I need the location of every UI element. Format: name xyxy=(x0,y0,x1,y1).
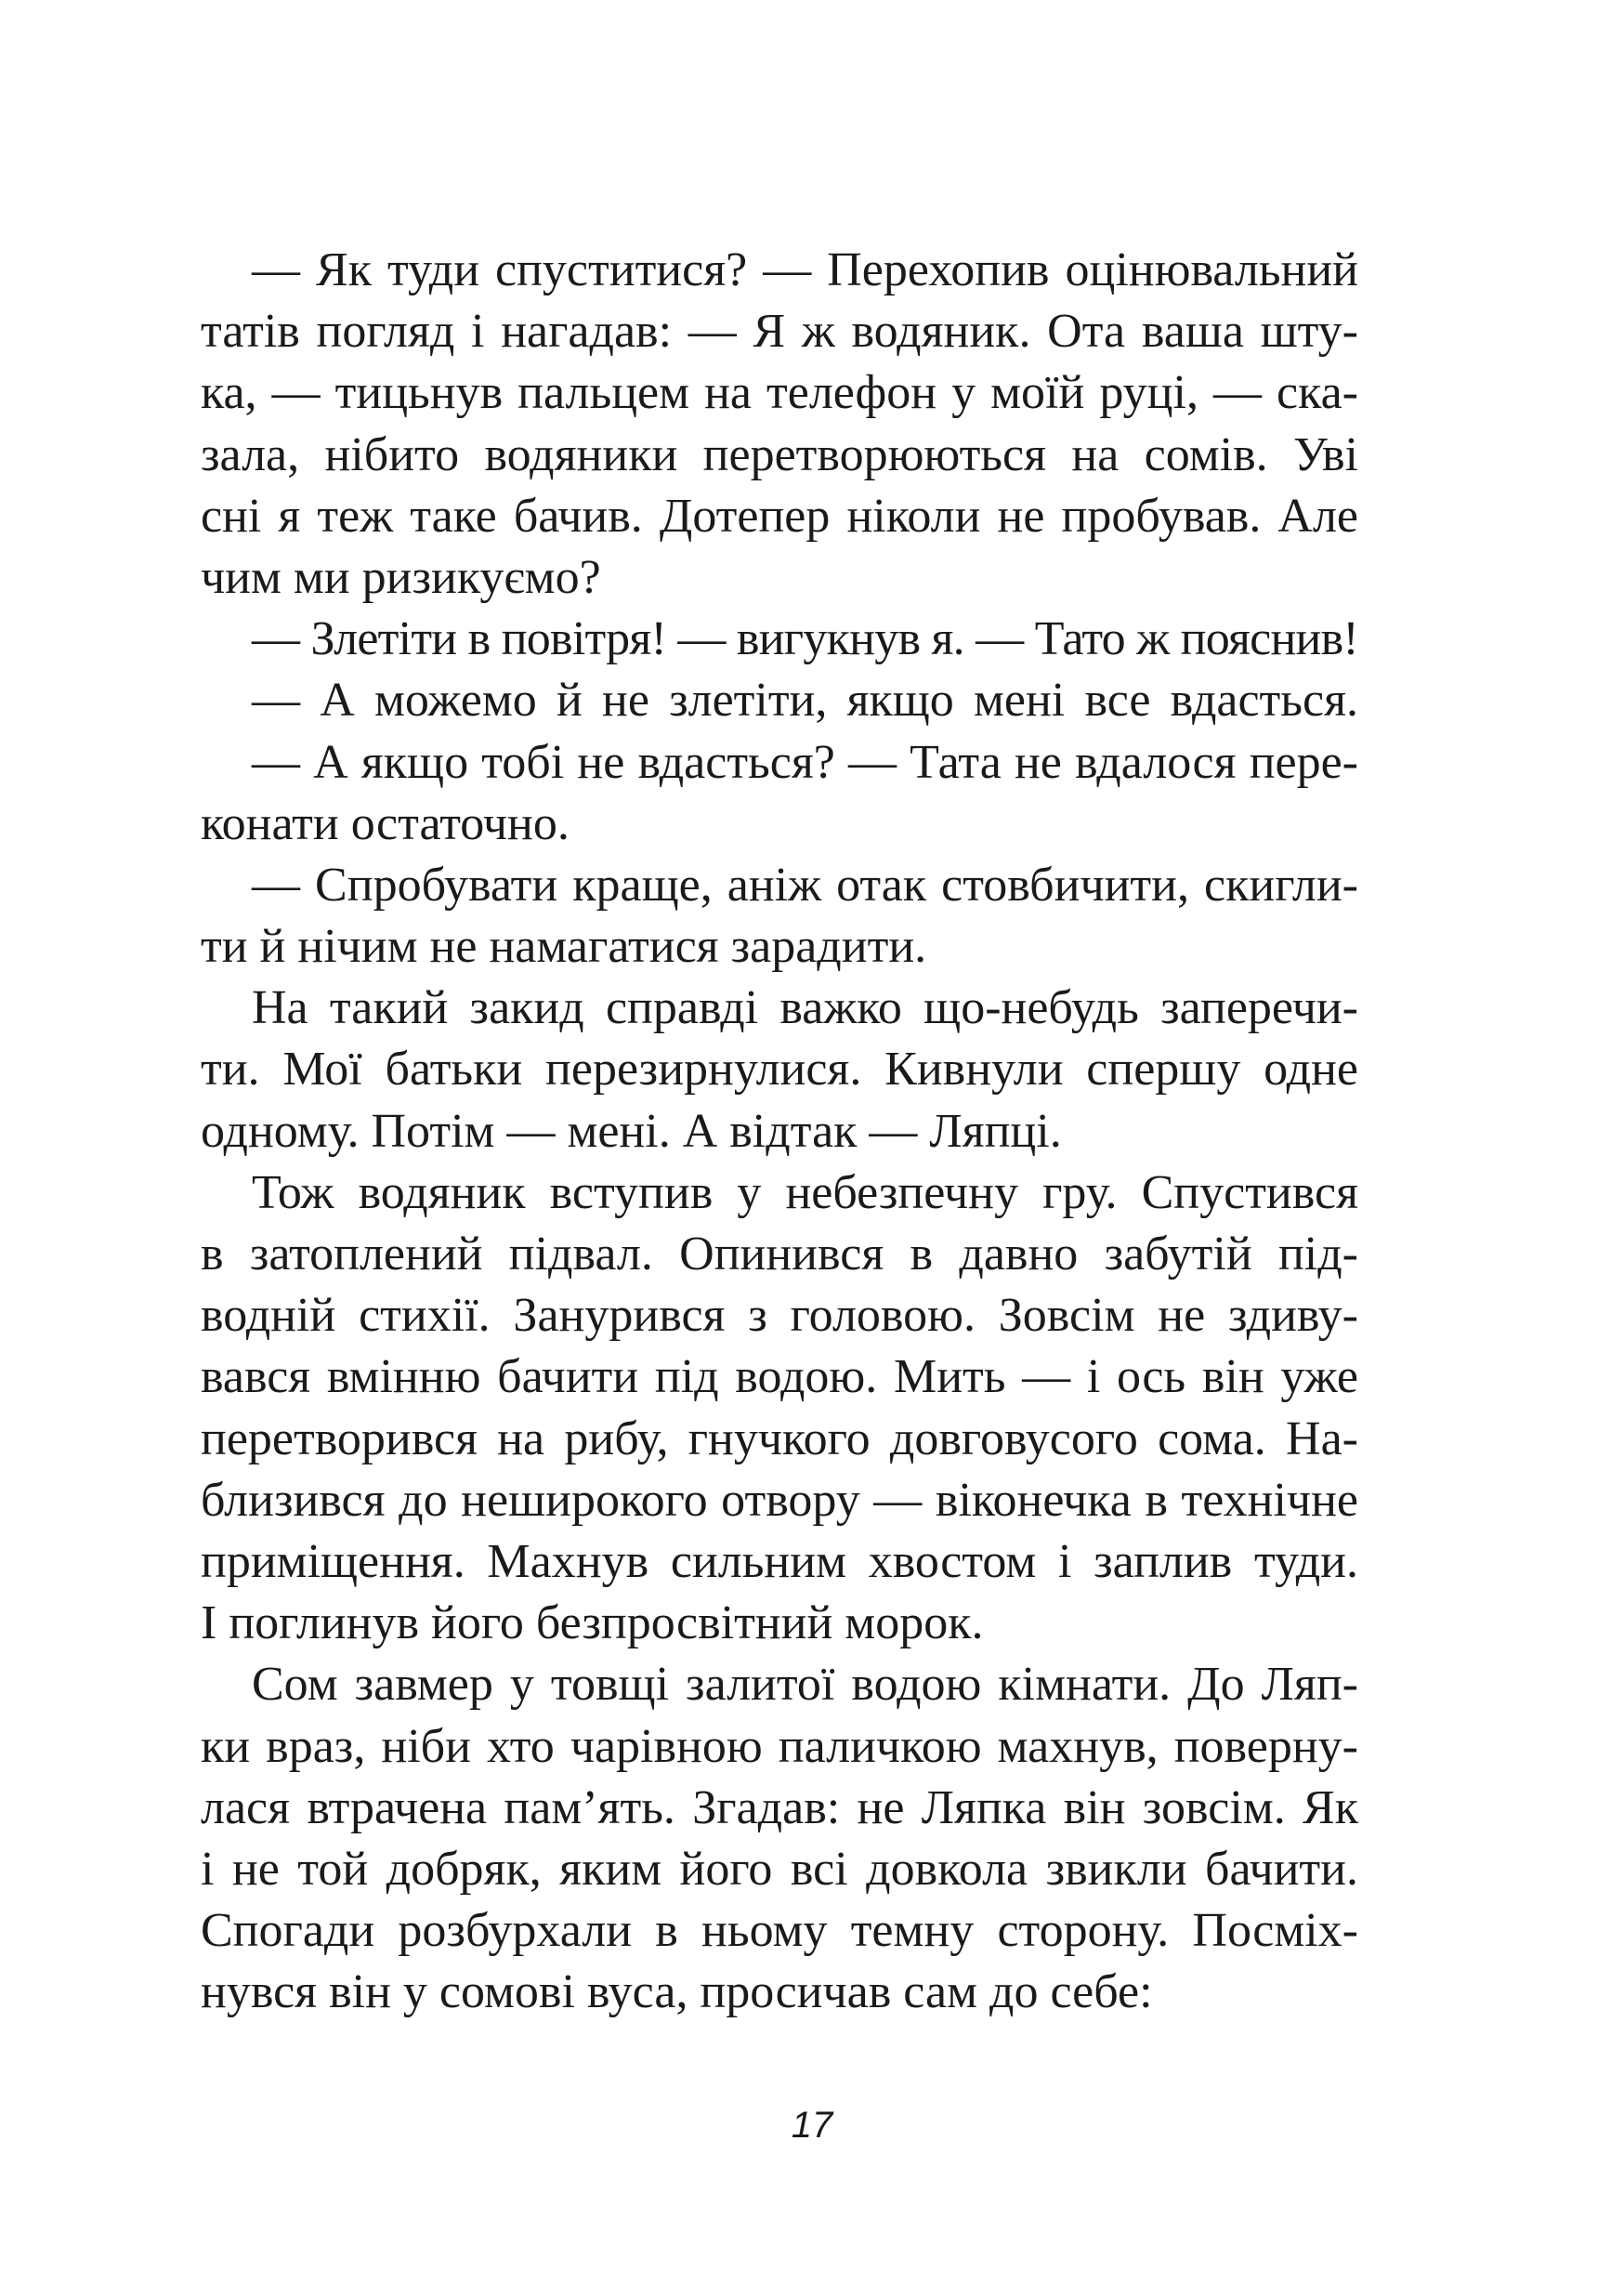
text-line: — Як туди спуститися? — Перехопив оцінювальний xyxy=(252,243,1358,296)
text-line: І поглинув його безпросвітний морок. xyxy=(201,1596,984,1650)
text-line: — Спробувати краще, аніж отак стовбичити, скигли- xyxy=(252,858,1358,912)
text-line: Сом завмер у товщі залитої водою кімнати. До Ляп- xyxy=(252,1658,1358,1712)
text-line: в затоплений підвал. Опинився в давно забутій під- xyxy=(201,1228,1358,1280)
text-line: близився до неширокого отвору — віконечка в технічне xyxy=(201,1473,1358,1527)
text-line: Тож водяник вступив у небезпечну гру. Спустився xyxy=(252,1165,1358,1219)
text-line: — А можемо й не злетіти, якщо мені все вдасться. xyxy=(252,674,1358,728)
text-line: одному. Потім — мені. А відтак — Ляпці. xyxy=(201,1104,1062,1158)
text-line: ти й нічим не намагатися зарадити. xyxy=(201,920,927,974)
page-number: 17 xyxy=(791,2105,833,2146)
text-line: — А якщо тобі не вдасться? — Тата не вдалося пере- xyxy=(252,735,1358,789)
text-line: ти. Мої батьки перезирнулися. Кивнули спершу одне xyxy=(201,1043,1358,1097)
text-line: сні я теж таке бачив. Дотепер ніколи не пробував. Але xyxy=(201,489,1358,543)
text-line: лася втрачена пам’ять. Згадав: не Ляпка він зовсім. Як xyxy=(201,1780,1358,1834)
text-line: татів погляд і нагадав: — Я ж водяник. Ота ваша шту- xyxy=(201,305,1358,359)
text-line: перетворився на рибу, гнучкого довговусого сома. На- xyxy=(201,1412,1358,1465)
text-line: конати остаточно. xyxy=(201,796,570,850)
text-line: — Злетіти в повітря! — вигукнув я. — Тато ж пояснив! xyxy=(252,612,1358,666)
text-line: На такий закид справді важко що-небудь заперечи- xyxy=(252,981,1358,1035)
text-line: зала, нібито водяники перетворюються на сомів. Уві xyxy=(201,427,1358,481)
text-line: ки враз, ніби хто чарівною паличкою махнув, поверну- xyxy=(201,1719,1358,1773)
text-line: нувся він у сомові вуса, просичав сам до себе: xyxy=(201,1965,1153,2019)
body-text xyxy=(201,240,1358,2023)
text-line: приміщення. Махнув сильним хвостом і заплив туди. xyxy=(201,1534,1358,1588)
text-line: і не той добряк, яким його всі довкола звикли бачити. xyxy=(201,1842,1358,1896)
text-line: водній стихії. Занурився з головою. Зовсім не здиву- xyxy=(201,1289,1358,1343)
text-line: Спогади розбурхали в ньому темну сторону. Посміх- xyxy=(201,1904,1358,1958)
text-line: чим ми ризикуємо? xyxy=(201,550,601,604)
text-line: вався вмінню бачити під водою. Мить — і ось він уже xyxy=(201,1350,1358,1404)
text-line: ка, — тицьнув пальцем на телефон у моїй руці, — ска- xyxy=(201,366,1358,420)
